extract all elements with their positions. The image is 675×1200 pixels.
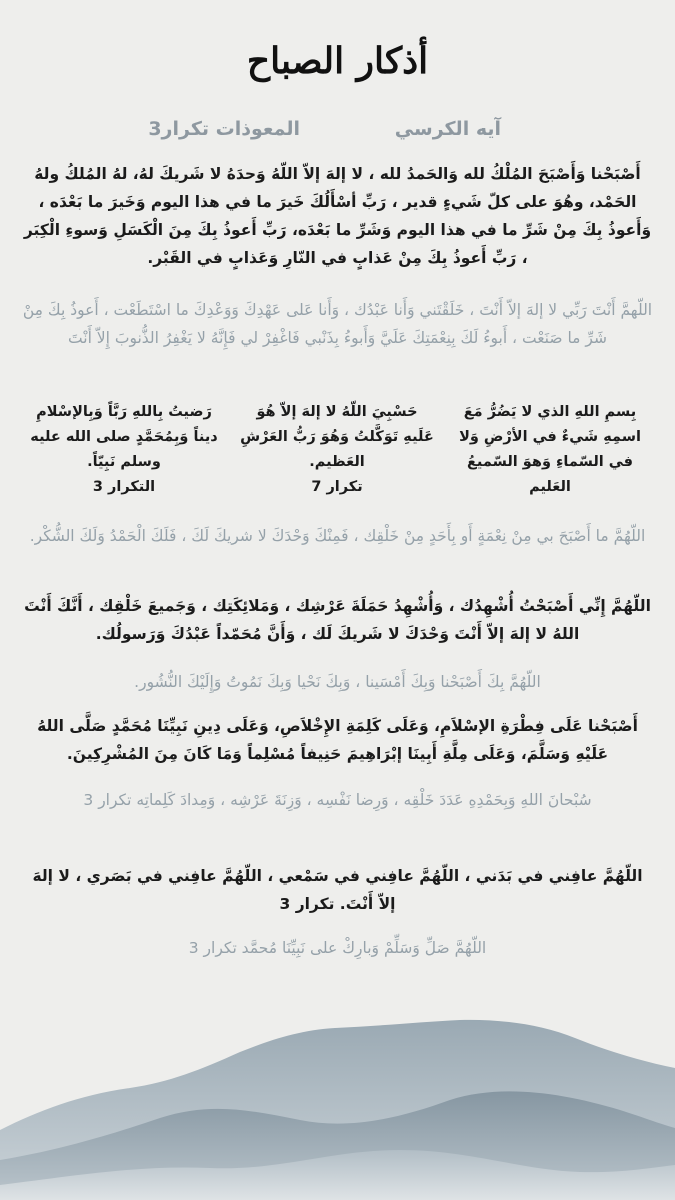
column-text: بِسمِ اللهِ الذي لا يَضُرُّ مَعَ اسمِهِ شَيءٌ في الأرْضِ وَلا في السّماءِ وَهوَ السّميعُ العَليم — [459, 404, 641, 495]
page-title: أذكار الصباح — [246, 40, 429, 82]
dhikr-bika-asbahna: اللّهُمَّ بِكَ أَصْبَحْنا وَبِكَ أَمْسَينا ، وَبِكَ نَحْيا وَبِكَ نَمُوتُ وَإِلَيْكَ النُّشُور. — [134, 673, 541, 691]
column-text: حَسْبِيَ اللّهُ لا إلهَ إلاّ هُوَ عَلَيهِ تَوَكَّلتُ وَهُوَ رَبُّ العَرْشِ العَظيم. — [240, 404, 434, 470]
three-dhikr-columns — [26, 400, 648, 518]
section-subtitles — [0, 118, 675, 148]
dhikr-sayyid-al-istighfar: اللّهمَّ أَنْتَ رَبِّي لا إلهَ إلاّ أَنْتَ ، خَلَقْتَني وَأَنا عَبْدُك ، وَأَنا عَلى عَهْدِكَ وَوَعْدِكَ ما اسْتَطَعْت ، أَعوذُ بِكَ مِنْ شَرِّ ما صَنَعْت ، أَبوءُ لَكَ بِنِعْمَتِكَ عَلَيَّ وَأَبوءُ بِذَنْبي فَاغْفِرْ لي فَإِنَّهُ لا يَغْفِرُ الذُّنوبَ إِلاّ أَنْتَ — [22, 301, 653, 347]
dhikr-subhanallah: سُبْحانَ اللهِ وَبِحَمْدِهِ عَدَدَ خَلْقِه ، وَرِضا نَفْسِه ، وَزِنَةَ عَرْشِه ، وَمِدادَ كَلِماتِه تكرار 3 — [83, 791, 592, 809]
column-repeat: التكرار 3 — [92, 479, 156, 495]
dhikr-fitrat-al-islam: أَصْبَحْنا عَلَى فِطْرَةِ الإسْلاَمِ، وَعَلَى كَلِمَةِ الإِخْلاَصِ، وَعَلَى دِينِ نَبِيِّنَا مُحَمَّدٍ صَلَّى اللهُ عَلَيْهِ وَسَلَّمَ، وَعَلَى مِلَّةِ أَبِينَا إبْرَاهِيمَ حَنِيفاً مُسْلِماً وَمَا كَانَ مِنَ المُشْرِكِينَ. — [37, 717, 638, 763]
dhikr-ma-asbaha-bi: اللّهُمَّ ما أَصْبَحَ بي مِنْ نِعْمَةٍ أَو بِأَحَدٍ مِنْ خَلْقِك ، فَمِنْكَ وَحْدَكَ لا شريكَ لَكَ ، فَلَكَ الْحَمْدُ وَلَكَ الشُّكْر. — [29, 527, 646, 545]
dhikr-ushhiduk: اللّهُمَّ إِنِّي أَصْبَحْتُ أُشْهِدُك ، وَأُشْهِدُ حَمَلَةَ عَرْشِك ، وَمَلائِكَتِك ، وَجَميعَ خَلْقِك ، أَنَّكَ أَنْتَ اللهُ لا إلهَ إلاّ أَنْتَ وَحْدَكَ لا شَريكَ لَك ، وَأَنَّ مُحَمّداً عَبْدُكَ وَرَسولُك. — [24, 597, 651, 643]
column-repeat: تكرار 7 — [311, 479, 363, 495]
subtitle-muawwidhat: المعوذات تكرار3 — [148, 118, 300, 140]
dhikr-salawat: اللّهُمَّ صَلِّ وَسَلِّمْ وَبارِكْ على نَبِيِّنَا مُحمَّد تكرار 3 — [188, 939, 487, 957]
dhikr-asbahna: أَصْبَحْنا وَأَصْبَحَ المُلْكُ لله وَالحَمدُ لله ، لا إلهَ إلاّ اللّهُ وَحدَهُ لا شَريكَ لهُ، لهُ المُلكُ ولهُ الحَمْد، وهُوَ على كلّ شَيءٍ قدير ، رَبِّ أسْأَلُكَ خَيرَ ما في هذا اليوم وَخَيرَ ما بَعْدَه ، وَأَعوذُ بِكَ مِنْ شَرِّ ما في هذا اليوم وَشَرِّ ما بَعْدَه، رَبِّ أَعوذُ بِكَ مِنَ الْكَسَلِ وَسوءِ الْكِبَر ، رَبِّ أَعوذُ بِكَ مِنْ عَذابٍ في النّارِ وَعَذابٍ في القَبْر. — [23, 165, 652, 267]
subtitle-ayat-al-kursi: آيه الكرسي — [394, 118, 501, 140]
column-text: رَضيتُ بِاللهِ رَبَّاً وَبِالإسْلامِ ديناً وَبِمُحَمَّدٍ صلى الله عليه وسلم نَبِيّاً. — [30, 404, 218, 470]
dhikr-column-bismillah — [452, 400, 648, 500]
dhikr-column-hasbiyallah — [239, 400, 435, 500]
dhikr-afini: اللّهُمَّ عافِني في بَدَني ، اللّهُمَّ عافِني في سَمْعي ، اللّهُمَّ عافِني في بَصَري ، لا إلهَ إلاّ أَنْتَ. تكرار 3 — [32, 867, 643, 913]
dhikr-column-raditu — [26, 400, 222, 500]
mountains-illustration — [0, 1000, 675, 1200]
